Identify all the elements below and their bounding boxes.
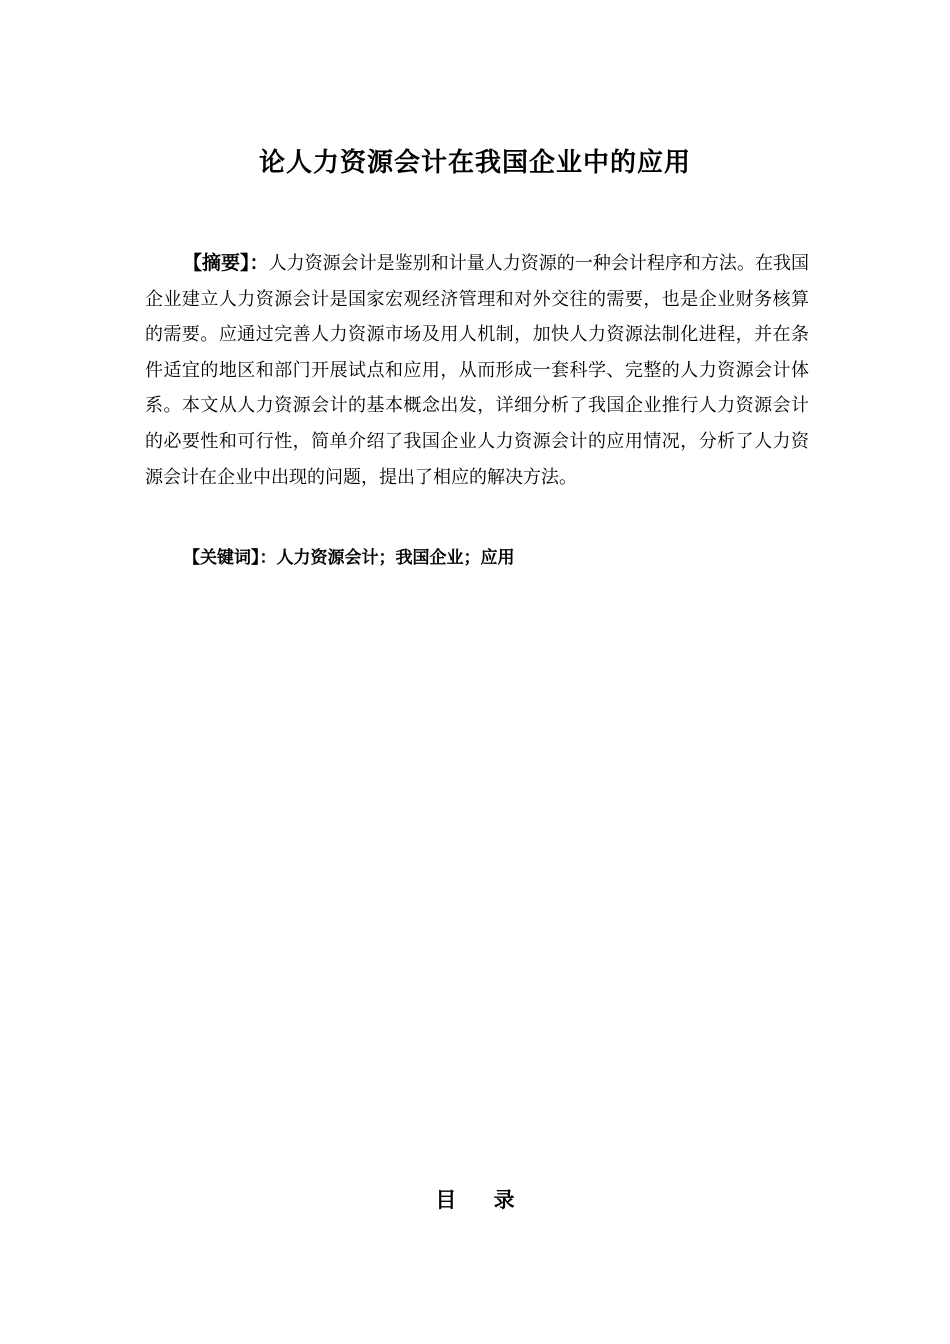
keywords-line bbox=[183, 543, 809, 573]
abstract-label: 【摘要】： bbox=[183, 252, 269, 274]
toc-heading: 目 录 bbox=[435, 1188, 515, 1212]
abstract-paragraph bbox=[145, 246, 809, 495]
keywords-text: 人力资源会计；我国企业；应用 bbox=[276, 548, 515, 568]
abstract-text: 人力资源会计是鉴别和计量人力资源的一种会计程序和方法。在我国企业建立人力资源会计是国家宏观经济管理和对外交往的需要，也是企业财务核算的需要。应通过完善人力资源市场及用人机制，加快人力资源法制化进程，并在条件适宜的地区和部门开展试点和应用，从而形成一套科学、完整的人力资源会计体系。本文从人力资源会计的基本概念出发，详细分析了我国企业推行人力资源会计的必要性和可行性，简单介绍了我国企业人力资源会计的应用情况，分析了人力资源会计在企业中出现的问题，提出了相应的解决方法。 bbox=[145, 253, 809, 488]
document-title: 论人力资源会计在我国企业中的应用 bbox=[258, 148, 691, 178]
keywords-label: 【关键词】： bbox=[183, 548, 277, 568]
